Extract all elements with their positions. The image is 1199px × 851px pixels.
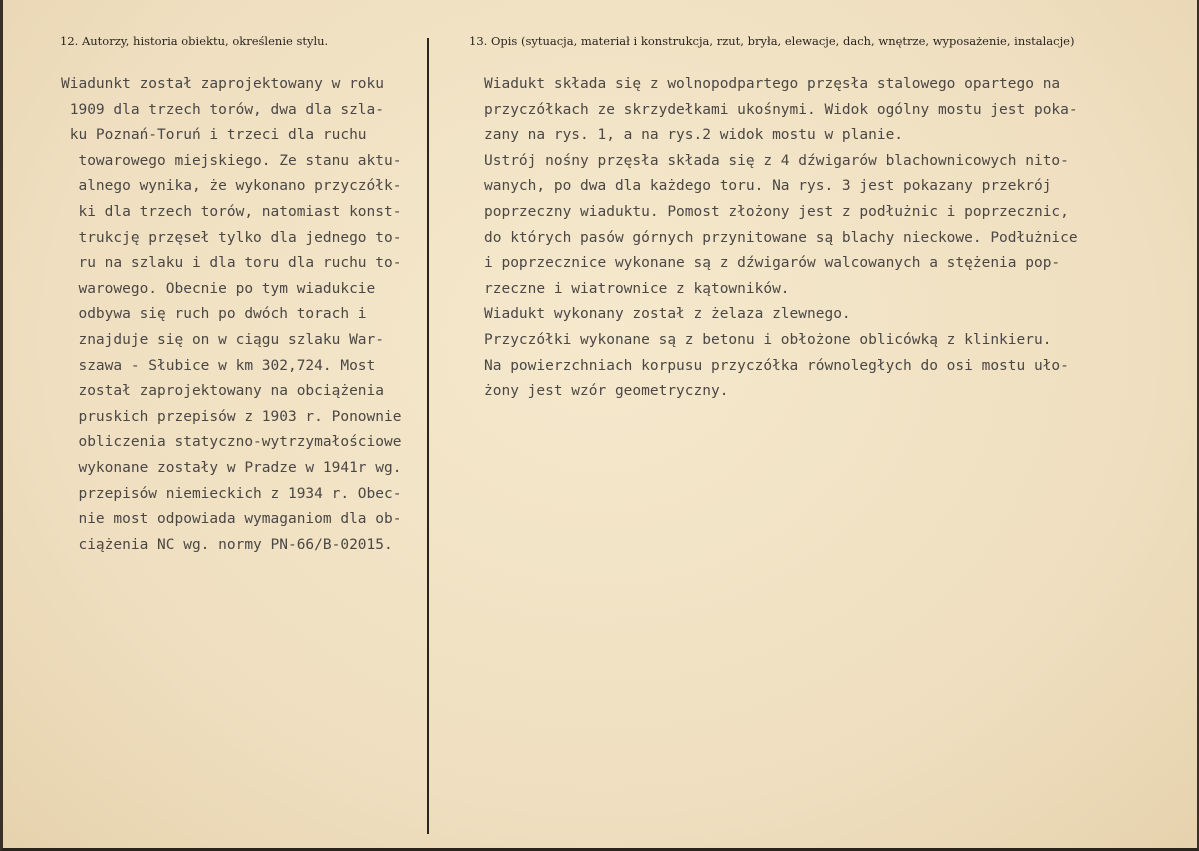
text-line: pruskich przepisów z 1903 r. Ponownie <box>61 408 402 425</box>
text-line: wykonane zostały w Pradze w 1941r wg. <box>61 459 402 476</box>
text-line: alnego wynika, że wykonano przyczółk- <box>61 178 402 195</box>
text-line: ru na szlaku i dla toru dla ruchu to- <box>61 255 402 272</box>
text-line: wanych, po dwa dla każdego toru. Na rys. 3 jest pokazany przekrój <box>484 178 1052 195</box>
text-line: obliczenia statyczno-wytrzymałościowe <box>61 434 402 451</box>
text-line: Przyczółki wykonane są z betonu i obłożone oblicówką z klinkieru. <box>484 331 1052 348</box>
text-line: do których pasów górnych przynitowane są blachy nieckowe. Podłużnice <box>484 229 1078 246</box>
section-13-body <box>484 72 1078 405</box>
text-line: poprzeczny wiaduktu. Pomost złożony jest z podłużnic i poprzecznic, <box>484 203 1069 220</box>
text-line: przepisów niemieckich z 1934 r. Obec- <box>61 485 402 502</box>
text-line: towarowego miejskiego. Ze stanu aktu- <box>61 152 402 169</box>
text-line: Wiadukt składa się z wolnopodpartego przęsła stalowego opartego na <box>484 76 1061 92</box>
text-line: i poprzecznice wykonane są z dźwigarów walcowanych a stężenia pop- <box>484 255 1061 272</box>
text-line: warowego. Obecnie po tym wiadukcie <box>61 280 376 297</box>
text-line: został zaprojektowany na obciążenia <box>61 383 385 400</box>
text-line: rzeczne i wiatrownice z kątowników. <box>484 280 790 297</box>
column-divider <box>427 38 429 834</box>
section-12-body <box>61 72 401 558</box>
text-line: ki dla trzech torów, natomiast konst- <box>61 203 402 220</box>
text-line: Ustrój nośny przęsła składa się z 4 dźwigarów blachownicowych nito- <box>484 152 1069 169</box>
text-line: odbywa się ruch po dwóch torach i <box>61 306 367 323</box>
text-line: 1909 dla trzech torów, dwa dla szla- <box>61 101 385 118</box>
section-13-heading: 13. Opis (sytuacja, materiał i konstrukcja, rzut, bryła, elewacje, dach, wnętrze, wyposażenie, instalacje) <box>469 34 1075 48</box>
text-line: szawa - Słubice w km 302,724. Most <box>61 357 376 374</box>
text-line: Wiadunkt został zaprojektowany w roku <box>61 76 385 92</box>
text-line: zany na rys. 1, a na rys.2 widok mostu w planie. <box>484 127 904 144</box>
text-line: ciążenia NC wg. normy PN-66/B-02015. <box>61 536 393 553</box>
text-line: Wiadukt wykonany został z żelaza zlewnego. <box>484 306 851 323</box>
text-line: znajduje się on w ciągu szlaku War- <box>61 331 385 348</box>
text-line: Na powierzchniach korpusu przyczółka równoległych do osi mostu uło- <box>484 357 1069 374</box>
text-line: nie most odpowiada wymaganiom dla ob- <box>61 511 402 528</box>
text-line: ku Poznań-Toruń i trzeci dla ruchu <box>61 127 367 144</box>
section-12-heading: 12. Autorzy, historia obiektu, określenie stylu. <box>60 34 329 48</box>
text-line: żony jest wzór geometryczny. <box>484 383 729 400</box>
text-line: przyczółkach ze skrzydełkami ukośnymi. Widok ogólny mostu jest poka- <box>484 101 1078 118</box>
text-line: trukcję przęseł tylko dla jednego to- <box>61 229 402 246</box>
